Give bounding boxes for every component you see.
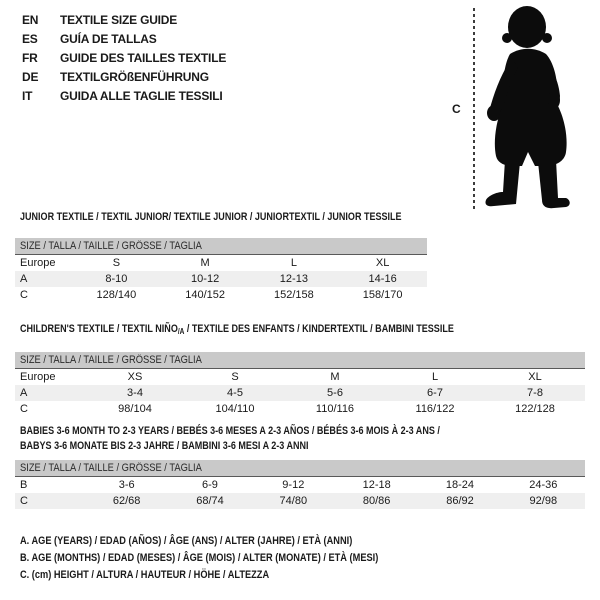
- lang-row-es: [22, 30, 226, 49]
- cell: 122/128: [515, 403, 555, 415]
- children-section-title: [20, 322, 483, 339]
- row-label: C: [20, 495, 28, 507]
- cell: L: [431, 371, 439, 383]
- row-label: Europe: [20, 257, 56, 269]
- cell: 104/110: [215, 403, 255, 415]
- lang-row-en: [22, 11, 226, 30]
- size-header-text: SIZE / TALLA / TAILLE / GRÖSSE / TAGLIA: [20, 240, 202, 252]
- row-label: B: [20, 479, 28, 491]
- cell: XS: [127, 371, 143, 383]
- lang-code: IT: [22, 89, 33, 103]
- row-label: C: [20, 289, 28, 301]
- cell: XL: [528, 371, 542, 383]
- table-row: [15, 271, 427, 287]
- lang-code: DE: [22, 70, 39, 84]
- footnote-legend: [20, 533, 447, 584]
- cell: 12-13: [279, 273, 308, 285]
- lang-title: GUÍA DE TALLAS: [60, 32, 157, 46]
- table-row: [15, 255, 427, 271]
- lang-row-it: [22, 87, 226, 106]
- language-title-list: [22, 11, 226, 106]
- table-row: [15, 385, 585, 401]
- title-subscript: /A: [177, 327, 185, 336]
- row-label: A: [20, 273, 28, 285]
- junior-textile-section: [15, 210, 427, 303]
- lang-title: TEXTILGRÖßENFÜHRUNG: [60, 70, 209, 84]
- title-part: CHILDREN'S TEXTILE / TEXTIL NIÑO: [20, 323, 178, 335]
- cell: 68/74: [196, 495, 224, 507]
- height-measure-dotted-line: [473, 8, 475, 211]
- cell: L: [290, 257, 297, 269]
- cell: 86/92: [446, 495, 474, 507]
- cell: 128/140: [96, 289, 137, 301]
- cell: S: [112, 257, 121, 269]
- cell: 92/98: [529, 495, 558, 507]
- cell: 80/86: [362, 495, 391, 507]
- cell: 10-12: [191, 273, 220, 285]
- cell: 4-5: [227, 387, 243, 399]
- babies-textile-section: [15, 424, 585, 509]
- lang-row-de: [22, 68, 226, 87]
- cell: 7-8: [527, 387, 543, 399]
- table-row: [15, 369, 585, 385]
- cell: M: [200, 257, 210, 269]
- lang-title: GUIDA ALLE TAGLIE TESSILI: [60, 89, 223, 103]
- cell: 3-4: [127, 387, 143, 399]
- cell: 152/158: [273, 289, 314, 301]
- table-row: [15, 287, 427, 303]
- lang-title: GUIDE DES TAILLES TEXTILE: [60, 51, 227, 65]
- size-header-text: SIZE / TALLA / TAILLE / GRÖSSE / TAGLIA: [20, 462, 202, 474]
- cell: 5-6: [327, 387, 343, 399]
- footnote-a: A. AGE (YEARS) / EDAD (AÑOS) / ÂGE (ANS) / ALTER (JAHRE) / ETÀ (ANNI): [20, 535, 353, 547]
- children-textile-section: [15, 322, 585, 417]
- row-label: C: [20, 403, 28, 415]
- lang-code: EN: [22, 13, 39, 27]
- row-label: A: [20, 387, 28, 399]
- row-label: Europe: [20, 371, 56, 383]
- cell: S: [231, 371, 239, 383]
- lang-code: ES: [22, 32, 38, 46]
- cell: 14-16: [368, 273, 397, 285]
- size-header-text: SIZE / TALLA / TAILLE / GRÖSSE / TAGLIA: [20, 354, 202, 366]
- cell: 116/122: [415, 403, 455, 415]
- cell: 12-18: [362, 479, 391, 491]
- cell: 158/170: [362, 289, 403, 301]
- cell: 8-10: [105, 273, 128, 285]
- baby-silhouette-image: [480, 0, 600, 220]
- cell: 3-6: [118, 479, 135, 491]
- title-part: / TEXTILE DES ENFANTS / KINDERTEXTIL / BAMBINI TESSILE: [184, 323, 454, 335]
- lang-code: FR: [22, 51, 38, 65]
- cell: 110/116: [315, 403, 355, 415]
- cell: 9-12: [282, 479, 305, 491]
- lang-row-fr: [22, 49, 226, 68]
- footnote-c: C. (cm) HEIGHT / ALTURA / HAUTEUR / HÖHE / ALTEZZA: [20, 569, 270, 581]
- junior-size-header-bar: [15, 238, 427, 255]
- cell: XL: [375, 257, 390, 269]
- cell: 6-9: [202, 479, 218, 491]
- cell: 62/68: [112, 495, 141, 507]
- cell: M: [330, 371, 340, 383]
- cell: 98/104: [118, 403, 152, 415]
- cell: 140/152: [185, 289, 225, 301]
- babies-section-title-line1: BABIES 3-6 MONTH TO 2-3 YEARS / BEBÉS 3-6 MESES A 2-3 AÑOS / BÉBÉS 3-6 MOIS À 2-3 ANS /: [20, 425, 440, 437]
- table-row: [15, 477, 585, 493]
- children-size-header-bar: [15, 352, 585, 369]
- table-row: [15, 401, 585, 417]
- lang-title: TEXTILE SIZE GUIDE: [60, 13, 178, 27]
- cell: 24-36: [529, 479, 558, 491]
- junior-section-title: JUNIOR TEXTILE / TEXTIL JUNIOR/ TEXTILE JUNIOR / JUNIORTEXTIL / JUNIOR TESSILE: [20, 211, 402, 223]
- babies-section-title-line2: BABYS 3-6 MONATE BIS 2-3 JAHRE / BAMBINI 3-6 MESI A 2-3 ANNI: [20, 440, 309, 452]
- babies-size-header-bar: [15, 460, 585, 477]
- height-measure-label: C: [452, 102, 461, 116]
- table-row: [15, 493, 585, 509]
- cell: 18-24: [445, 479, 475, 491]
- cell: 74/80: [279, 495, 308, 507]
- footnote-b: B. AGE (MONTHS) / EDAD (MESES) / ÂGE (MOIS) / ALTER (MONATE) / ETÀ (MESI): [20, 552, 379, 564]
- cell: 6-7: [427, 387, 443, 399]
